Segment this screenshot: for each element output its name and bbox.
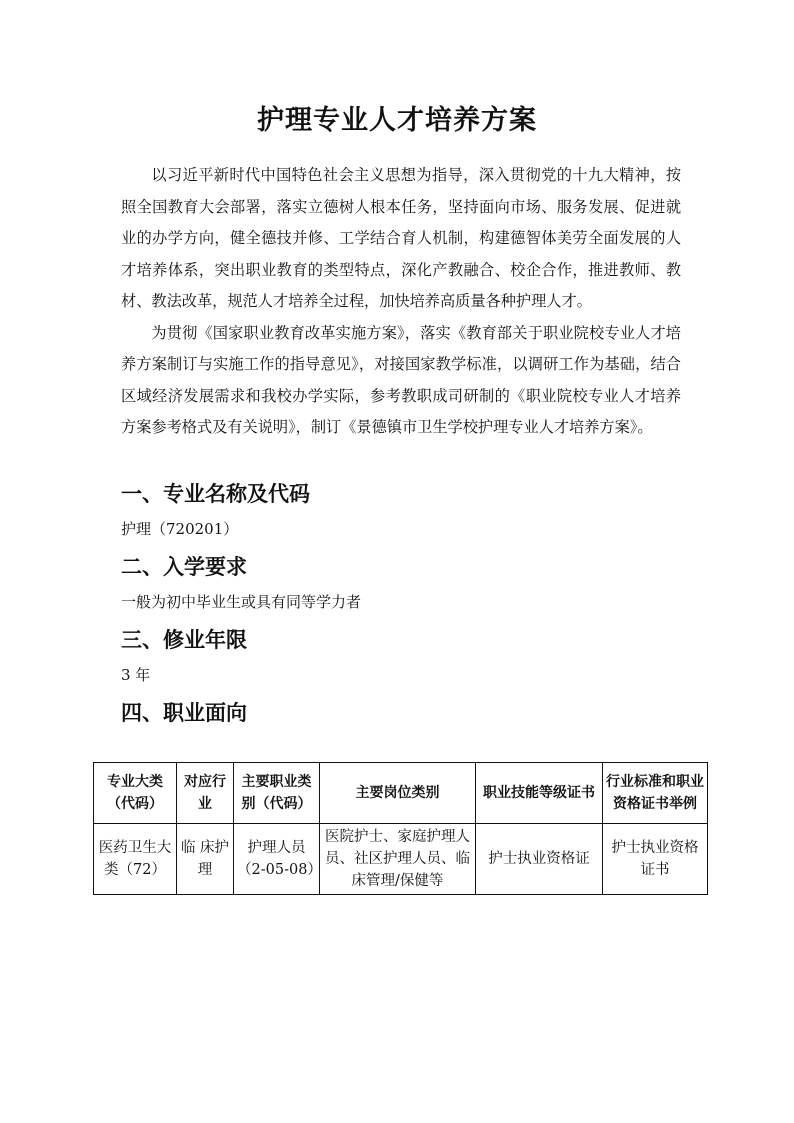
intro-paragraph-1: 以习近平新时代中国特色社会主义思想为指导，深入贯彻党的十九大精神，按照全国教育大会部署，落实立德树人根本任务，坚持面向市场、服务发展、促进就业的办学方向，健全德技并修、工学结合育人机制，构建德智体美劳全面发展的人才培养体系，突出职业教育的类型特点，深化产教融合、校企合作，推进教师、教材、教法改革，规范人才培养全过程，加快培养高质量各种护理人才。 bbox=[121, 166, 681, 310]
header-skill-certificate: 职业技能等级证书 bbox=[476, 763, 603, 824]
header-industry-standard: 行业标准和职业资格证书举例 bbox=[603, 763, 708, 824]
cell-skill-certificate: 护士执业资格证 bbox=[476, 824, 603, 895]
cell-position-category: 医院护士、家庭护理人员、社区护理人员、临床管理/保健等 bbox=[320, 824, 476, 895]
occupation-table bbox=[93, 762, 708, 895]
header-occupation-category: 主要职业类别（代码） bbox=[234, 763, 320, 824]
cell-major-category: 医药卫生大类（72） bbox=[94, 824, 177, 895]
section-heading-4: 四、职业面向 bbox=[121, 701, 247, 725]
table-row bbox=[94, 824, 708, 895]
section-content-3: 3 年 bbox=[121, 666, 151, 684]
section-content-1: 护理（720201） bbox=[121, 520, 239, 538]
document-title: 护理专业人才培养方案 bbox=[257, 105, 537, 136]
header-major-category: 专业大类（代码） bbox=[94, 763, 177, 824]
intro-section bbox=[121, 160, 681, 444]
section-content-2: 一般为初中毕业生或具有同等学力者 bbox=[121, 593, 362, 611]
header-position-category: 主要岗位类别 bbox=[320, 763, 476, 824]
cell-industry-standard: 护士执业资格证书 bbox=[603, 824, 708, 895]
section-heading-3: 三、修业年限 bbox=[121, 628, 247, 652]
header-industry: 对应行业 bbox=[177, 763, 234, 824]
section-heading-1: 一、专业名称及代码 bbox=[121, 482, 310, 506]
intro-paragraph-2: 为贯彻《国家职业教育改革实施方案》，落实《教育部关于职业院校专业人才培养方案制订与实施工作的指导意见》，对接国家教学标准，以调研工作为基础，结合区域经济发展需求和我校办学实际，参考教职成司研制的《职业院校专业人才培养方案参考格式及有关说明》，制订《景德镇市卫生学校护理专业人才培养方案》。 bbox=[121, 323, 681, 436]
table-header-row bbox=[94, 763, 708, 824]
cell-occupation-category: 护理人员（2-05-08） bbox=[234, 824, 320, 895]
cell-industry: 临 床护理 bbox=[177, 824, 234, 895]
section-heading-2: 二、入学要求 bbox=[121, 555, 247, 579]
